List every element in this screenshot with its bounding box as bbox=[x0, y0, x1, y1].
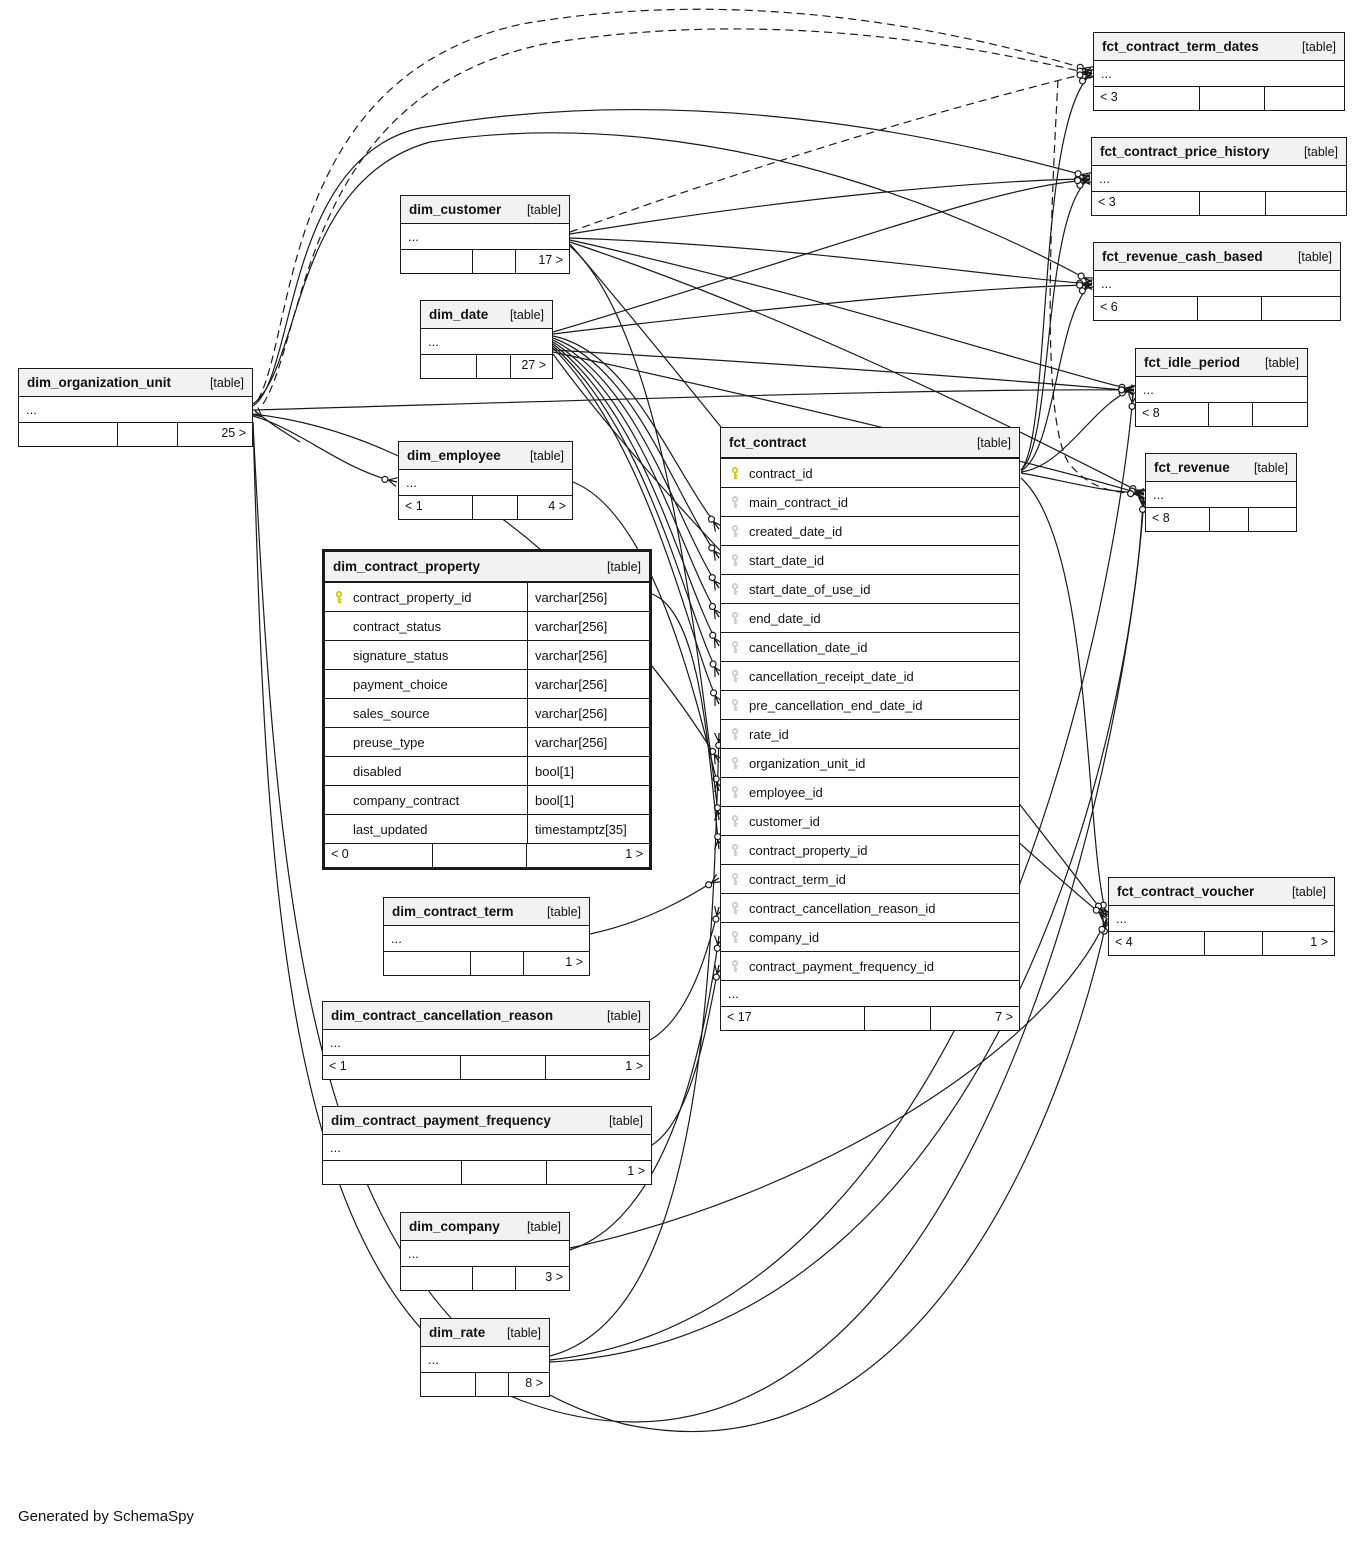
footer-parents-count: 7 > bbox=[930, 1007, 1019, 1030]
table-header bbox=[401, 196, 569, 224]
column-row bbox=[325, 756, 649, 785]
column-name: pre_cancellation_end_date_id bbox=[749, 697, 923, 713]
column-name: contract_property_id bbox=[353, 589, 472, 605]
column-name: last_updated bbox=[353, 821, 428, 837]
footer-mid-cell bbox=[475, 1373, 508, 1396]
footer-parents-count bbox=[1252, 403, 1307, 426]
column-row bbox=[721, 516, 1019, 545]
table-title: fct_revenue_cash_based bbox=[1102, 249, 1263, 264]
column-type: varchar[256] bbox=[527, 583, 649, 611]
footer-children-count bbox=[421, 1373, 475, 1396]
column-row bbox=[721, 806, 1019, 835]
table-tag: [table] bbox=[606, 559, 641, 574]
column-row bbox=[325, 611, 649, 640]
footer-mid-cell bbox=[1209, 508, 1248, 531]
collapsed-columns: ... bbox=[428, 1352, 439, 1367]
column-name: main_contract_id bbox=[749, 494, 848, 510]
footer-mid-cell bbox=[472, 250, 516, 273]
column-row bbox=[721, 777, 1019, 806]
footer-children-count: < 6 bbox=[1100, 300, 1118, 314]
table-footer bbox=[1094, 86, 1344, 110]
foreign-key-icon bbox=[729, 612, 741, 625]
foreign-key-icon bbox=[729, 554, 741, 567]
table-title: fct_revenue bbox=[1154, 460, 1230, 475]
table-header bbox=[1109, 878, 1334, 906]
column-row bbox=[721, 748, 1019, 777]
footer-children-count: < 3 bbox=[1100, 90, 1118, 104]
table-footer bbox=[1109, 931, 1334, 955]
table-title: dim_contract_payment_frequency bbox=[331, 1113, 551, 1128]
primary-key-icon bbox=[729, 467, 741, 480]
foreign-key-icon bbox=[729, 960, 741, 973]
footer-children-count: < 0 bbox=[331, 847, 349, 861]
table-title: fct_contract bbox=[729, 435, 807, 450]
table-tag: [table] bbox=[1253, 460, 1288, 475]
column-row bbox=[325, 669, 649, 698]
table-node-dim-employee[interactable] bbox=[398, 441, 573, 520]
footer-mid-cell bbox=[1199, 87, 1264, 110]
column-row bbox=[721, 835, 1019, 864]
column-name: disabled bbox=[353, 763, 402, 779]
table-title: dim_contract_property bbox=[333, 559, 481, 574]
column-name: preuse_type bbox=[353, 734, 425, 750]
column-row bbox=[325, 785, 649, 814]
relationship-line bbox=[1021, 389, 1134, 472]
table-title: dim_contract_cancellation_reason bbox=[331, 1008, 554, 1023]
column-name: signature_status bbox=[353, 647, 449, 663]
table-node-fct-contract-term-dates[interactable] bbox=[1093, 32, 1345, 111]
table-header bbox=[1094, 33, 1344, 61]
column-type: timestamptz[35] bbox=[527, 815, 649, 843]
table-title: dim_organization_unit bbox=[27, 375, 172, 390]
column-name: contract_term_id bbox=[749, 871, 846, 887]
relationship-line bbox=[570, 179, 1090, 234]
footer-mid-cell bbox=[1204, 932, 1263, 955]
table-header bbox=[1146, 454, 1296, 482]
relationship-line bbox=[1021, 473, 1144, 493]
table-footer bbox=[421, 354, 552, 378]
footer-parents-count: 1 > bbox=[1262, 932, 1334, 955]
footer-children-count: < 8 bbox=[1152, 511, 1170, 525]
column-name: contract_cancellation_reason_id bbox=[749, 900, 936, 916]
collapsed-columns: ... bbox=[1101, 276, 1112, 291]
table-title: dim_contract_term bbox=[392, 904, 514, 919]
footer-children-count bbox=[19, 423, 117, 446]
column-name: organization_unit_id bbox=[749, 755, 866, 771]
table-node-dim-contract-property[interactable] bbox=[322, 549, 652, 870]
column-row bbox=[721, 690, 1019, 719]
table-node-dim-contract-cancellation-reason[interactable] bbox=[322, 1001, 650, 1080]
table-tag: [table] bbox=[209, 375, 244, 390]
footer-parents-count: 1 > bbox=[526, 844, 649, 867]
table-tag: [table] bbox=[526, 202, 561, 217]
relationship-line bbox=[1021, 178, 1090, 470]
table-node-fct-contract-price-history[interactable] bbox=[1091, 137, 1347, 216]
table-node-fct-contract-voucher[interactable] bbox=[1108, 877, 1335, 956]
footer-mid-cell bbox=[472, 496, 517, 519]
relationship-line bbox=[553, 180, 1090, 332]
table-tag: [table] bbox=[606, 1008, 641, 1023]
column-name: employee_id bbox=[749, 784, 823, 800]
column-type: bool[1] bbox=[527, 786, 649, 814]
footer-parents-count bbox=[1265, 192, 1346, 215]
footer-parents-count: 25 > bbox=[177, 423, 252, 446]
column-type: varchar[256] bbox=[527, 728, 649, 756]
footer-children-count: < 1 bbox=[405, 499, 423, 513]
column-row bbox=[325, 814, 649, 843]
column-row bbox=[721, 661, 1019, 690]
foreign-key-icon bbox=[729, 670, 741, 683]
table-title: dim_customer bbox=[409, 202, 502, 217]
table-footer bbox=[323, 1055, 649, 1079]
relationship-line bbox=[590, 878, 719, 934]
column-type: bool[1] bbox=[527, 757, 649, 785]
collapsed-columns: ... bbox=[330, 1140, 341, 1155]
column-row bbox=[721, 574, 1019, 603]
table-tag: [table] bbox=[1303, 144, 1338, 159]
table-header bbox=[421, 1319, 549, 1347]
primary-key-icon bbox=[333, 591, 345, 604]
collapsed-columns: ... bbox=[1099, 171, 1110, 186]
collapsed-columns: ... bbox=[1143, 382, 1154, 397]
table-footer bbox=[1094, 296, 1340, 320]
footer-parents-count: 3 > bbox=[515, 1267, 569, 1290]
table-node-dim-date[interactable] bbox=[420, 300, 553, 379]
table-footer bbox=[401, 1266, 569, 1290]
column-type: varchar[256] bbox=[527, 699, 649, 727]
foreign-key-icon bbox=[729, 583, 741, 596]
footer-mid-cell bbox=[460, 1056, 545, 1079]
table-footer bbox=[421, 1372, 549, 1396]
footer-mid-cell bbox=[461, 1161, 546, 1184]
table-header bbox=[1092, 138, 1346, 166]
table-title: fct_contract_price_history bbox=[1100, 144, 1270, 159]
column-name: sales_source bbox=[353, 705, 430, 721]
foreign-key-icon bbox=[729, 931, 741, 944]
column-type: varchar[256] bbox=[527, 641, 649, 669]
column-row bbox=[325, 640, 649, 669]
column-row bbox=[721, 719, 1019, 748]
footer-parents-count bbox=[1264, 87, 1344, 110]
table-tag: [table] bbox=[1291, 884, 1326, 899]
column-name: end_date_id bbox=[749, 610, 821, 626]
footer-children-count: < 17 bbox=[727, 1010, 752, 1024]
footer-mid-cell bbox=[1197, 297, 1261, 320]
column-row bbox=[721, 922, 1019, 951]
table-header bbox=[323, 1002, 649, 1030]
footer-parents-count: 4 > bbox=[517, 496, 572, 519]
table-title: fct_idle_period bbox=[1144, 355, 1241, 370]
collapsed-columns: ... bbox=[330, 1035, 341, 1050]
table-title: dim_employee bbox=[407, 448, 501, 463]
table-tag: [table] bbox=[526, 1219, 561, 1234]
collapsed-columns: ... bbox=[406, 475, 417, 490]
generator-credit: Generated by SchemaSpy bbox=[18, 1508, 194, 1525]
column-name: cancellation_date_id bbox=[749, 639, 868, 655]
column-name: start_date_id bbox=[749, 552, 825, 568]
table-footer bbox=[1092, 191, 1346, 215]
column-row bbox=[325, 582, 649, 611]
column-row bbox=[721, 545, 1019, 574]
collapsed-columns: ... bbox=[408, 1246, 419, 1261]
foreign-key-icon bbox=[729, 873, 741, 886]
table-footer bbox=[401, 249, 569, 273]
table-footer bbox=[384, 951, 589, 975]
column-name: start_date_of_use_id bbox=[749, 581, 871, 597]
footer-mid-cell bbox=[432, 844, 526, 867]
column-name: rate_id bbox=[749, 726, 789, 742]
footer-children-count: < 4 bbox=[1115, 935, 1133, 949]
table-footer bbox=[1146, 507, 1296, 531]
column-name: customer_id bbox=[749, 813, 820, 829]
column-name: company_id bbox=[749, 929, 820, 945]
table-header bbox=[421, 301, 552, 329]
column-name: contract_payment_frequency_id bbox=[749, 958, 935, 974]
table-node-dim-customer[interactable] bbox=[400, 195, 570, 274]
table-footer bbox=[721, 1006, 1019, 1030]
column-row bbox=[721, 487, 1019, 516]
table-tag: [table] bbox=[1297, 249, 1332, 264]
relationship-line bbox=[1021, 478, 1107, 917]
column-name: payment_choice bbox=[353, 676, 448, 692]
footer-mid-cell bbox=[1199, 192, 1265, 215]
foreign-key-icon bbox=[729, 844, 741, 857]
relationship-line bbox=[650, 907, 719, 1040]
footer-mid-cell bbox=[1208, 403, 1252, 426]
table-header bbox=[399, 442, 572, 470]
footer-parents-count: 1 > bbox=[546, 1161, 651, 1184]
footer-parents-count: 8 > bbox=[508, 1373, 549, 1396]
table-footer bbox=[19, 422, 252, 446]
footer-mid-cell bbox=[472, 1267, 516, 1290]
table-tag: [table] bbox=[506, 1325, 541, 1340]
table-title: dim_date bbox=[429, 307, 489, 322]
relationship-line bbox=[570, 238, 1092, 284]
foreign-key-icon bbox=[729, 815, 741, 828]
table-header bbox=[1094, 243, 1340, 271]
footer-parents-count: 17 > bbox=[515, 250, 569, 273]
footer-children-count bbox=[401, 250, 472, 273]
footer-mid-cell bbox=[476, 355, 510, 378]
foreign-key-icon bbox=[729, 641, 741, 654]
column-name: contract_property_id bbox=[749, 842, 868, 858]
table-node-dim-contract-payment-frequency[interactable] bbox=[322, 1106, 652, 1185]
column-row bbox=[325, 727, 649, 756]
table-node-dim-company[interactable] bbox=[400, 1212, 570, 1291]
footer-mid-cell bbox=[117, 423, 178, 446]
table-footer bbox=[1136, 402, 1307, 426]
foreign-key-icon bbox=[729, 728, 741, 741]
table-tag: [table] bbox=[976, 435, 1011, 450]
table-tag: [table] bbox=[1264, 355, 1299, 370]
table-footer bbox=[399, 495, 572, 519]
table-node-dim-organization-unit[interactable] bbox=[18, 368, 253, 447]
foreign-key-icon bbox=[729, 699, 741, 712]
column-name: company_contract bbox=[353, 792, 460, 808]
relationship-line bbox=[253, 133, 1092, 404]
foreign-key-icon bbox=[729, 757, 741, 770]
column-name: created_date_id bbox=[749, 523, 843, 539]
column-row bbox=[721, 632, 1019, 661]
foreign-key-icon bbox=[729, 496, 741, 509]
collapsed-columns: ... bbox=[1116, 911, 1127, 926]
footer-parents-count: 1 > bbox=[523, 952, 589, 975]
footer-parents-count: 27 > bbox=[510, 355, 552, 378]
column-name: contract_id bbox=[749, 465, 813, 481]
table-header bbox=[401, 1213, 569, 1241]
relationship-line bbox=[255, 411, 300, 442]
collapsed-columns: ... bbox=[408, 229, 419, 244]
column-name: cancellation_receipt_date_id bbox=[749, 668, 914, 684]
relationship-line bbox=[253, 110, 1090, 406]
table-title: fct_contract_voucher bbox=[1117, 884, 1255, 899]
footer-mid-cell bbox=[864, 1007, 930, 1030]
collapsed-columns: ... bbox=[721, 980, 1019, 1006]
collapsed-columns: ... bbox=[1153, 487, 1164, 502]
table-tag: [table] bbox=[546, 904, 581, 919]
column-row bbox=[325, 698, 649, 727]
footer-children-count: < 3 bbox=[1098, 195, 1116, 209]
relationship-line bbox=[570, 936, 719, 1250]
table-header bbox=[721, 428, 1019, 458]
table-footer bbox=[325, 843, 649, 867]
table-tag: [table] bbox=[509, 307, 544, 322]
table-node-fct-contract[interactable] bbox=[720, 427, 1020, 1031]
column-row bbox=[721, 893, 1019, 922]
table-header bbox=[325, 552, 649, 582]
column-row bbox=[721, 951, 1019, 980]
foreign-key-icon bbox=[729, 786, 741, 799]
table-tag: [table] bbox=[608, 1113, 643, 1128]
column-row bbox=[721, 864, 1019, 893]
column-type: varchar[256] bbox=[527, 612, 649, 640]
table-tag: [table] bbox=[1301, 39, 1336, 54]
footer-children-count: < 8 bbox=[1142, 406, 1160, 420]
relationship-line bbox=[652, 965, 719, 1145]
table-header bbox=[323, 1107, 651, 1135]
footer-children-count bbox=[384, 952, 470, 975]
footer-mid-cell bbox=[470, 952, 523, 975]
column-type: varchar[256] bbox=[527, 670, 649, 698]
table-title: fct_contract_term_dates bbox=[1102, 39, 1259, 54]
footer-children-count: < 1 bbox=[329, 1059, 347, 1073]
footer-parents-count bbox=[1261, 297, 1340, 320]
table-node-fct-revenue[interactable] bbox=[1145, 453, 1297, 532]
collapsed-columns: ... bbox=[26, 402, 37, 417]
foreign-key-icon bbox=[729, 525, 741, 538]
collapsed-columns: ... bbox=[1101, 66, 1112, 81]
table-title: dim_rate bbox=[429, 1325, 486, 1340]
relationship-line-dashed bbox=[570, 72, 1092, 232]
footer-parents-count bbox=[1248, 508, 1296, 531]
collapsed-columns: ... bbox=[391, 931, 402, 946]
table-footer bbox=[323, 1160, 651, 1184]
column-row bbox=[721, 603, 1019, 632]
footer-children-count bbox=[401, 1267, 472, 1290]
table-header bbox=[384, 898, 589, 926]
table-tag: [table] bbox=[529, 448, 564, 463]
footer-children-count bbox=[323, 1161, 461, 1184]
relationship-line bbox=[553, 285, 1092, 334]
relationship-line bbox=[652, 594, 719, 849]
column-name: contract_status bbox=[353, 618, 442, 634]
table-node-fct-idle-period[interactable] bbox=[1135, 348, 1308, 427]
table-header bbox=[1136, 349, 1307, 377]
collapsed-columns: ... bbox=[428, 334, 439, 349]
footer-parents-count: 1 > bbox=[545, 1056, 649, 1079]
table-node-dim-rate[interactable] bbox=[420, 1318, 550, 1397]
table-node-fct-revenue-cash-based[interactable] bbox=[1093, 242, 1341, 321]
foreign-key-icon bbox=[729, 902, 741, 915]
relationship-line-dashed bbox=[263, 29, 1092, 404]
table-title: dim_company bbox=[409, 1219, 500, 1234]
footer-children-count bbox=[421, 355, 476, 378]
relationship-line bbox=[570, 240, 1134, 390]
column-row bbox=[721, 458, 1019, 487]
table-header bbox=[19, 369, 252, 397]
table-node-dim-contract-term[interactable] bbox=[383, 897, 590, 976]
